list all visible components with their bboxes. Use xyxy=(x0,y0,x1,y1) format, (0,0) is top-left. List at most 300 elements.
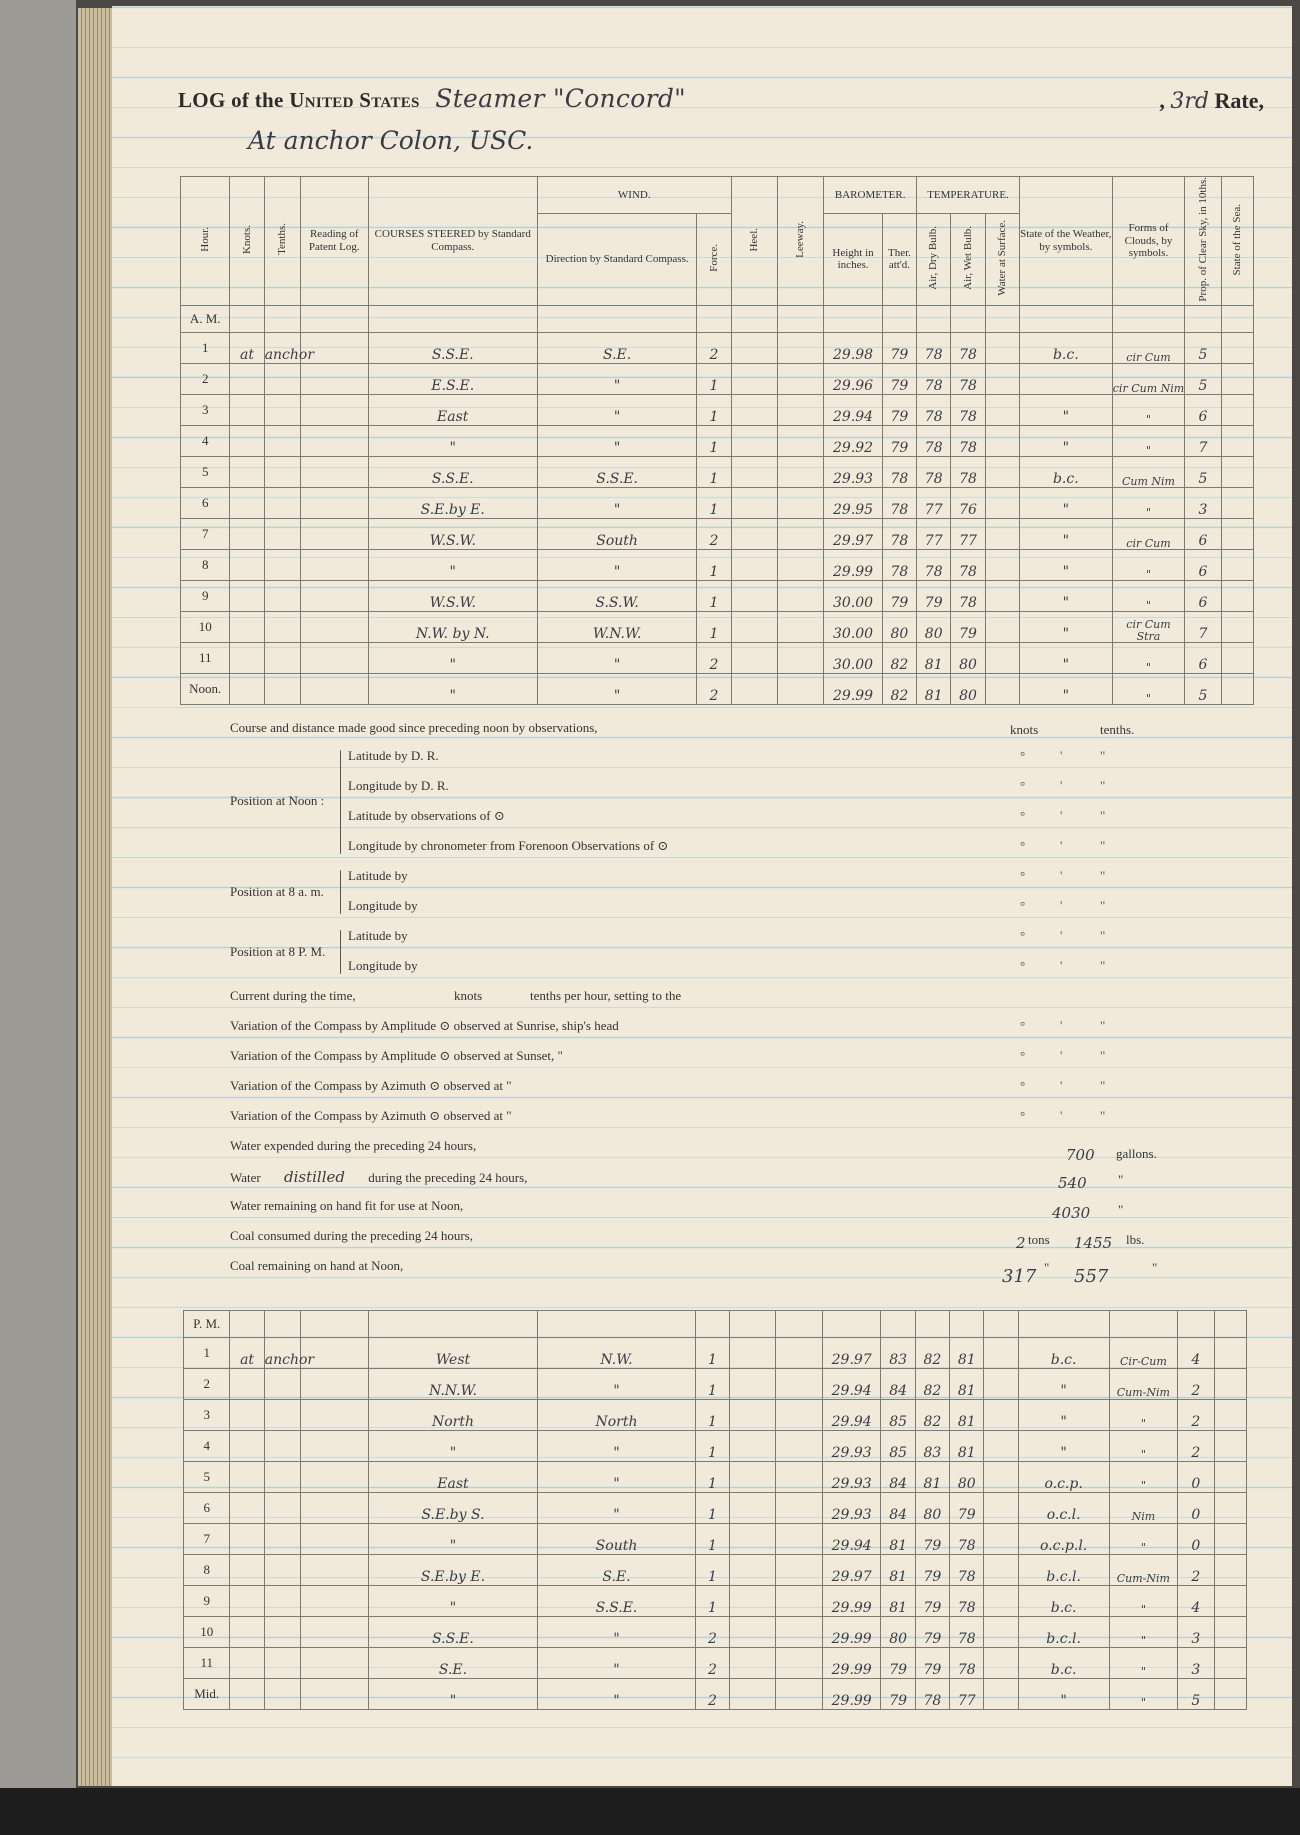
pm-cell-dry: 82 xyxy=(915,1338,949,1369)
pm-cell-clear: 3 xyxy=(1178,1648,1214,1679)
am-cell-dry: 77 xyxy=(917,519,951,550)
am-cell-leeway xyxy=(777,643,823,674)
am-label-row xyxy=(181,306,1254,333)
am-cell-tenths xyxy=(264,364,300,395)
pm-cell-force: 1 xyxy=(695,1462,729,1493)
am-cell-clear: 5 xyxy=(1185,333,1221,364)
am-cell-wet: 80 xyxy=(951,674,985,705)
col-barometer: BAROMETER. xyxy=(824,177,917,214)
pm-empty-cell xyxy=(950,1311,984,1338)
degree-mark: " xyxy=(1100,898,1106,913)
col-tenths: Tenths. xyxy=(264,177,300,306)
pm-cell-water xyxy=(984,1338,1018,1369)
am-row xyxy=(181,581,1254,612)
pm-cell-sea xyxy=(1214,1524,1246,1555)
am-cell-wind-dir: South xyxy=(537,519,696,550)
pm-cell-clouds: " xyxy=(1109,1586,1178,1617)
am-cell-knots: at xyxy=(230,333,264,364)
am-cell-wind-dir: S.S.E. xyxy=(537,457,696,488)
pm-cell-hour: 1 xyxy=(184,1338,230,1369)
pm-cell-clear: 4 xyxy=(1178,1586,1214,1617)
am-empty-cell xyxy=(1221,306,1253,333)
am-cell-ther: 79 xyxy=(882,581,916,612)
lat-obs-label: Latitude by observations of ⊙ xyxy=(348,808,505,823)
am-row xyxy=(181,426,1254,457)
am-cell-water xyxy=(985,395,1019,426)
pm-empty-cell xyxy=(264,1311,300,1338)
degree-mark: ° xyxy=(1020,808,1026,823)
am-cell-clear: 6 xyxy=(1185,581,1221,612)
am-cell-heel xyxy=(731,581,777,612)
pm-cell-tenths: anchor xyxy=(264,1338,300,1369)
col-wind-force: Force. xyxy=(697,213,731,305)
pm-cell-sea xyxy=(1214,1648,1246,1679)
am-cell-clouds: " xyxy=(1112,426,1185,457)
pm-row xyxy=(184,1369,1247,1400)
bottom-background xyxy=(0,1788,1300,1835)
am-cell-water xyxy=(985,426,1019,457)
pm-cell-knots xyxy=(230,1369,264,1400)
am-cell-weather: " xyxy=(1019,643,1112,674)
pm-cell-weather: o.c.p. xyxy=(1018,1462,1109,1493)
degree-mark: " xyxy=(1100,1078,1106,1093)
pm-cell-wet: 79 xyxy=(950,1493,984,1524)
am-cell-dry: 78 xyxy=(917,457,951,488)
pm-empty-cell xyxy=(1178,1311,1214,1338)
pm-cell-hour: 3 xyxy=(184,1400,230,1431)
am-cell-knots xyxy=(230,519,264,550)
am-cell-tenths xyxy=(264,488,300,519)
am-cell-heel xyxy=(731,364,777,395)
pm-cell-weather: " xyxy=(1018,1679,1109,1710)
pm-cell-clouds: " xyxy=(1109,1400,1178,1431)
am-cell-leeway xyxy=(777,488,823,519)
pm-cell-water xyxy=(984,1679,1018,1710)
am-cell-weather: " xyxy=(1019,488,1112,519)
pm-cell-water xyxy=(984,1400,1018,1431)
am-cell-force: 1 xyxy=(697,550,731,581)
am-cell-water xyxy=(985,581,1019,612)
pm-cell-knots xyxy=(230,1648,264,1679)
am-cell-wet: 80 xyxy=(951,643,985,674)
am-cell-clear: 6 xyxy=(1185,550,1221,581)
pm-cell-wet: 78 xyxy=(950,1555,984,1586)
am-cell-clear: 5 xyxy=(1185,364,1221,395)
am-cell-clouds: " xyxy=(1112,674,1185,705)
am-cell-clouds: cir Cum xyxy=(1112,519,1185,550)
pm-cell-log xyxy=(301,1679,369,1710)
var-amp-sunset-label: Variation of the Compass by Amplitude ⊙ observed at Sunset, " xyxy=(230,1048,563,1063)
am-cell-course: E.S.E. xyxy=(368,364,537,395)
current-knots-label: knots xyxy=(454,988,483,1003)
pm-row xyxy=(184,1338,1247,1369)
am-cell-ther: 79 xyxy=(882,395,916,426)
location: At anchor Colon, USC. xyxy=(248,126,534,155)
pm-cell-force: 1 xyxy=(695,1369,729,1400)
pm-cell-wind-dir: S.E. xyxy=(538,1555,695,1586)
pm-cell-ther: 81 xyxy=(881,1524,915,1555)
pm-cell-wet: 81 xyxy=(950,1431,984,1462)
am-cell-weather: b.c. xyxy=(1019,457,1112,488)
pm-cell-force: 1 xyxy=(695,1338,729,1369)
pm-cell-ther: 85 xyxy=(881,1431,915,1462)
pm-cell-baro: 29.94 xyxy=(822,1524,881,1555)
am-cell-leeway xyxy=(777,364,823,395)
pm-cell-ther: 80 xyxy=(881,1617,915,1648)
am-cell-clouds: " xyxy=(1112,550,1185,581)
am-cell-weather: " xyxy=(1019,674,1112,705)
am-empty-cell xyxy=(1019,306,1112,333)
am-cell-leeway xyxy=(777,612,823,643)
am-cell-course: N.W. by N. xyxy=(368,612,537,643)
am-cell-clouds: Cum Nim xyxy=(1112,457,1185,488)
pm-cell-clear: 2 xyxy=(1178,1555,1214,1586)
pm-cell-baro: 29.99 xyxy=(822,1586,881,1617)
am-empty-cell xyxy=(824,306,882,333)
water-remaining-value: 4030 xyxy=(1052,1204,1091,1222)
am-cell-knots xyxy=(230,395,264,426)
am-cell-clear: 7 xyxy=(1185,426,1221,457)
pm-cell-sea xyxy=(1214,1431,1246,1462)
pm-cell-heel xyxy=(730,1648,776,1679)
am-empty-cell xyxy=(230,306,264,333)
pm-cell-wet: 81 xyxy=(950,1338,984,1369)
current-tenths-label: tenths per hour, setting to the xyxy=(530,988,682,1003)
pm-cell-wet: 78 xyxy=(950,1586,984,1617)
am-cell-clouds: " xyxy=(1112,395,1185,426)
am-cell-wind-dir: " xyxy=(537,364,696,395)
pm-cell-sea xyxy=(1214,1369,1246,1400)
pm-cell-wet: 80 xyxy=(950,1462,984,1493)
pm-cell-water xyxy=(984,1648,1018,1679)
am-cell-wet: 78 xyxy=(951,426,985,457)
am-cell-wet: 79 xyxy=(951,612,985,643)
long-dr-label: Longitude by D. R. xyxy=(348,778,449,793)
pm-row xyxy=(184,1617,1247,1648)
am-cell-tenths xyxy=(264,643,300,674)
am-cell-course: " xyxy=(368,426,537,457)
am-cell-wet: 78 xyxy=(951,550,985,581)
pm-cell-force: 1 xyxy=(695,1400,729,1431)
log-page xyxy=(112,6,1292,1786)
pm-empty-cell xyxy=(984,1311,1018,1338)
degree-mark: " xyxy=(1100,928,1106,943)
am-row xyxy=(181,457,1254,488)
degree-mark: ° xyxy=(1020,1018,1026,1033)
degree-mark: " xyxy=(1100,838,1106,853)
pm-cell-knots xyxy=(230,1462,264,1493)
am-cell-hour: 10 xyxy=(181,612,230,643)
pm-cell-log xyxy=(301,1369,369,1400)
am-cell-sea xyxy=(1221,333,1253,364)
pm-cell-heel xyxy=(730,1679,776,1710)
pm-cell-leeway xyxy=(776,1617,822,1648)
am-cell-heel xyxy=(731,488,777,519)
col-weather: State of the Weather, by symbols. xyxy=(1019,177,1112,306)
am-cell-hour: 9 xyxy=(181,581,230,612)
pm-empty-cell xyxy=(230,1311,264,1338)
am-cell-tenths xyxy=(264,519,300,550)
col-wind-direction: Direction by Standard Compass. xyxy=(537,213,696,305)
degree-mark: ° xyxy=(1020,1048,1026,1063)
var-azimuth-1-label: Variation of the Compass by Azimuth ⊙ observed at " xyxy=(230,1078,512,1093)
col-knots: Knots. xyxy=(230,177,264,306)
pm-cell-heel xyxy=(730,1431,776,1462)
pm-cell-baro: 29.93 xyxy=(822,1493,881,1524)
pm-cell-dry: 79 xyxy=(915,1555,949,1586)
ditto-3: " xyxy=(1044,1260,1050,1275)
pm-cell-wind-dir: " xyxy=(538,1679,695,1710)
ditto-4: " xyxy=(1152,1260,1158,1275)
am-cell-ther: 78 xyxy=(882,488,916,519)
water-distilled-value: 540 xyxy=(1058,1174,1087,1192)
pm-cell-tenths xyxy=(264,1493,300,1524)
pm-empty-cell xyxy=(538,1311,695,1338)
am-cell-log xyxy=(300,674,368,705)
am-empty-cell xyxy=(537,306,696,333)
am-cell-water xyxy=(985,674,1019,705)
am-cell-leeway xyxy=(777,333,823,364)
pm-cell-log xyxy=(301,1648,369,1679)
pm-cell-wind-dir: " xyxy=(538,1493,695,1524)
pm-cell-course: " xyxy=(368,1524,538,1555)
col-air-wet: Air, Wet Bulb. xyxy=(951,213,985,305)
degree-mark: ' xyxy=(1060,748,1063,763)
pm-cell-knots xyxy=(230,1524,264,1555)
water-remaining-label: Water remaining on hand fit for use at Noon, xyxy=(230,1198,464,1213)
degree-mark: " xyxy=(1100,748,1106,763)
degree-mark: ' xyxy=(1060,808,1063,823)
pm-cell-heel xyxy=(730,1369,776,1400)
pm-row xyxy=(184,1493,1247,1524)
degree-mark: " xyxy=(1100,1018,1106,1033)
degree-mark: ° xyxy=(1020,1078,1026,1093)
pm-cell-clouds: Cum-Nim xyxy=(1109,1555,1178,1586)
am-cell-sea xyxy=(1221,426,1253,457)
am-cell-ther: 78 xyxy=(882,550,916,581)
pm-cell-tenths xyxy=(264,1586,300,1617)
am-cell-ther: 79 xyxy=(882,364,916,395)
pm-cell-weather: b.c. xyxy=(1018,1338,1109,1369)
am-cell-force: 2 xyxy=(697,333,731,364)
pm-cell-baro: 29.97 xyxy=(822,1555,881,1586)
pm-empty-cell xyxy=(776,1311,822,1338)
degree-mark: ' xyxy=(1060,928,1063,943)
pm-cell-hour: 9 xyxy=(184,1586,230,1617)
degree-mark: ' xyxy=(1060,958,1063,973)
pm-cell-leeway xyxy=(776,1338,822,1369)
pm-cell-ther: 79 xyxy=(881,1648,915,1679)
pm-cell-knots xyxy=(230,1493,264,1524)
log-of-label: LOG of the xyxy=(178,88,284,112)
am-row xyxy=(181,612,1254,643)
am-cell-hour: 7 xyxy=(181,519,230,550)
position-8pm-label: Position at 8 P. M. xyxy=(230,944,326,959)
am-cell-baro: 29.94 xyxy=(824,395,882,426)
pm-empty-cell xyxy=(730,1311,776,1338)
pm-cell-course: N.N.W. xyxy=(368,1369,538,1400)
am-cell-clear: 7 xyxy=(1185,612,1221,643)
pm-cell-clear: 0 xyxy=(1178,1462,1214,1493)
pm-cell-leeway xyxy=(776,1369,822,1400)
am-cell-heel xyxy=(731,643,777,674)
am-cell-force: 1 xyxy=(697,426,731,457)
current-label: Current during the time, xyxy=(230,988,356,1003)
pm-row xyxy=(184,1524,1247,1555)
pm-cell-clear: 0 xyxy=(1178,1524,1214,1555)
am-cell-clouds: cir Cum Nim xyxy=(1112,364,1185,395)
pm-cell-course: S.S.E. xyxy=(368,1617,538,1648)
am-cell-leeway xyxy=(777,550,823,581)
am-row xyxy=(181,364,1254,395)
pm-cell-heel xyxy=(730,1586,776,1617)
brace-8pm xyxy=(340,930,341,974)
pm-row xyxy=(184,1400,1247,1431)
am-cell-heel xyxy=(731,426,777,457)
degree-mark: " xyxy=(1100,1108,1106,1123)
am-cell-course: W.S.W. xyxy=(368,519,537,550)
pm-cell-log xyxy=(301,1555,369,1586)
pm-cell-knots xyxy=(230,1555,264,1586)
am-cell-dry: 81 xyxy=(917,674,951,705)
pm-cell-wet: 78 xyxy=(950,1617,984,1648)
am-cell-clear: 6 xyxy=(1185,519,1221,550)
pm-cell-dry: 79 xyxy=(915,1648,949,1679)
pm-cell-wind-dir: S.S.E. xyxy=(538,1586,695,1617)
pm-cell-heel xyxy=(730,1462,776,1493)
am-cell-tenths: anchor xyxy=(264,333,300,364)
am-cell-water xyxy=(985,457,1019,488)
am-cell-dry: 78 xyxy=(917,550,951,581)
am-cell-knots xyxy=(230,426,264,457)
pm-cell-dry: 79 xyxy=(915,1524,949,1555)
pm-cell-heel xyxy=(730,1617,776,1648)
col-air-dry: Air, Dry Bulb. xyxy=(917,213,951,305)
am-cell-log xyxy=(300,643,368,674)
pm-cell-force: 2 xyxy=(695,1679,729,1710)
am-cell-clear: 6 xyxy=(1185,395,1221,426)
pm-cell-hour: 5 xyxy=(184,1462,230,1493)
pm-cell-hour: 2 xyxy=(184,1369,230,1400)
pm-cell-knots xyxy=(230,1679,264,1710)
pm-cell-dry: 83 xyxy=(915,1431,949,1462)
col-courses: COURSES STEERED by Standard Compass. xyxy=(368,177,537,306)
coal-remaining-label: Coal remaining on hand at Noon, xyxy=(230,1258,404,1273)
am-cell-log xyxy=(300,395,368,426)
pm-cell-knots xyxy=(230,1617,264,1648)
am-cell-leeway xyxy=(777,426,823,457)
am-cell-course: East xyxy=(368,395,537,426)
pm-cell-clear: 2 xyxy=(1178,1400,1214,1431)
water-expended-label: Water expended during the preceding 24 hours, xyxy=(230,1138,477,1153)
pm-rows xyxy=(184,1311,1247,1710)
am-cell-weather: " xyxy=(1019,581,1112,612)
pm-cell-dry: 82 xyxy=(915,1400,949,1431)
pm-cell-weather: " xyxy=(1018,1400,1109,1431)
col-leeway: Leeway. xyxy=(777,177,823,306)
pm-cell-tenths xyxy=(264,1431,300,1462)
am-cell-wind-dir: " xyxy=(537,488,696,519)
pm-cell-clouds: " xyxy=(1109,1431,1178,1462)
pm-cell-leeway xyxy=(776,1462,822,1493)
pm-cell-hour: 7 xyxy=(184,1524,230,1555)
am-empty-cell xyxy=(697,306,731,333)
am-empty-cell xyxy=(264,306,300,333)
position-8am-label: Position at 8 a. m. xyxy=(230,884,324,899)
pm-cell-baro: 29.93 xyxy=(822,1431,881,1462)
am-empty-cell xyxy=(917,306,951,333)
am-cell-tenths xyxy=(264,426,300,457)
am-cell-wind-dir: " xyxy=(537,643,696,674)
am-cell-leeway xyxy=(777,395,823,426)
col-heel: Heel. xyxy=(731,177,777,306)
am-cell-log xyxy=(300,457,368,488)
am-cell-water xyxy=(985,519,1019,550)
col-temperature: TEMPERATURE. xyxy=(917,177,1020,214)
am-empty-cell xyxy=(1185,306,1221,333)
am-cell-tenths xyxy=(264,457,300,488)
am-cell-hour: 4 xyxy=(181,426,230,457)
pm-cell-clear: 2 xyxy=(1178,1431,1214,1462)
rate-label: , 3rd Rate, xyxy=(1159,88,1264,114)
pm-cell-sea xyxy=(1214,1338,1246,1369)
distilled-word: distilled xyxy=(283,1168,345,1186)
pm-cell-force: 1 xyxy=(695,1586,729,1617)
am-cell-sea xyxy=(1221,550,1253,581)
am-cell-sea xyxy=(1221,519,1253,550)
long-8am-label: Longitude by xyxy=(348,898,418,913)
pm-row xyxy=(184,1431,1247,1462)
ditto-1: " xyxy=(1118,1172,1124,1187)
pm-cell-sea xyxy=(1214,1400,1246,1431)
am-cell-heel xyxy=(731,519,777,550)
am-cell-weather xyxy=(1019,364,1112,395)
distilled-suffix: during the preceding 24 hours, xyxy=(368,1170,528,1185)
var-azimuth-2-label: Variation of the Compass by Azimuth ⊙ observed at " xyxy=(230,1108,512,1123)
pm-cell-force: 1 xyxy=(695,1431,729,1462)
am-cell-hour: 5 xyxy=(181,457,230,488)
long-chron-label: Longitude by chronometer from Forenoon Observations of ⊙ xyxy=(348,838,669,853)
col-sea: State of the Sea. xyxy=(1221,177,1253,306)
pm-cell-tenths xyxy=(264,1369,300,1400)
pm-cell-knots xyxy=(230,1586,264,1617)
pm-cell-hour: 4 xyxy=(184,1431,230,1462)
pm-cell-water xyxy=(984,1524,1018,1555)
pm-cell-leeway xyxy=(776,1586,822,1617)
am-cell-wind-dir: W.N.W. xyxy=(537,612,696,643)
am-empty-cell xyxy=(951,306,985,333)
col-baro-height: Height in inches. xyxy=(824,213,882,305)
pm-cell-leeway xyxy=(776,1524,822,1555)
am-cell-weather: " xyxy=(1019,550,1112,581)
degree-mark: ' xyxy=(1060,898,1063,913)
pm-cell-ther: 84 xyxy=(881,1493,915,1524)
am-cell-baro: 29.99 xyxy=(824,550,882,581)
degree-mark: " xyxy=(1100,1048,1106,1063)
am-cell-baro: 29.95 xyxy=(824,488,882,519)
am-cell-hour: 8 xyxy=(181,550,230,581)
am-cell-force: 2 xyxy=(697,519,731,550)
pm-cell-log xyxy=(301,1586,369,1617)
pm-cell-wet: 78 xyxy=(950,1648,984,1679)
desk-background xyxy=(0,0,76,1835)
pm-cell-wet: 77 xyxy=(950,1679,984,1710)
pm-cell-clouds: " xyxy=(1109,1679,1178,1710)
am-cell-ther: 80 xyxy=(882,612,916,643)
am-empty-cell xyxy=(300,306,368,333)
degree-mark: ° xyxy=(1020,778,1026,793)
am-cell-force: 1 xyxy=(697,457,731,488)
